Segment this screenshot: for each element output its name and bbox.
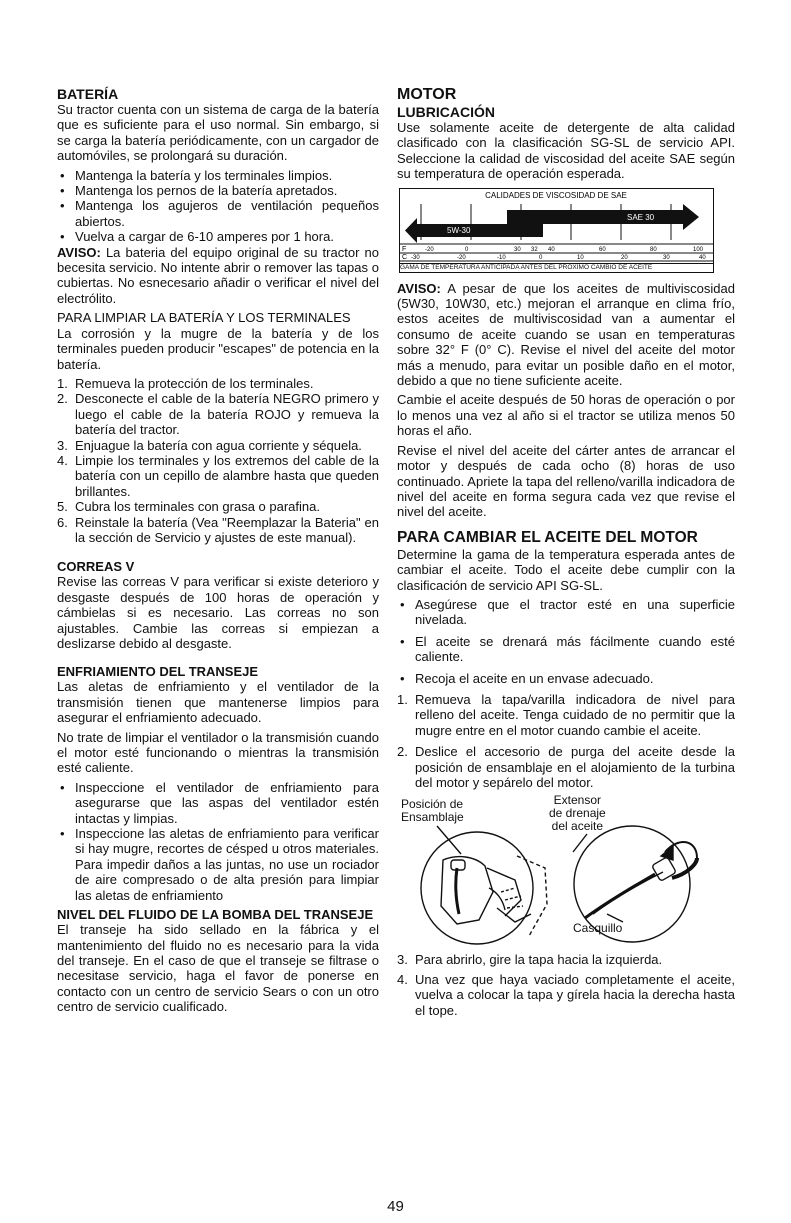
c-tick: -30 [411, 254, 420, 261]
f-tick: -20 [425, 246, 434, 253]
list-item: 6. Reinstale la batería (Vea "Reemplazar la Bateria" en la sección de Servicio y ajustes de este manual). [57, 514, 379, 545]
cambiar-bullets [397, 597, 735, 686]
nivel-heading: NIVEL DEL FLUIDO DE LA BOMBA DEL TRANSEJE [57, 907, 374, 923]
enfriamiento-p2: No trate de limpiar el ventilador o la transmisión cuando el motor esté funcionando o mientras la transmisión esté caliente. [57, 729, 379, 776]
list-item: • Inspeccione el ventilador de enfriamiento para asegurarse que las aspas del ventilador estén intactas y limpias. [57, 780, 379, 826]
enfriamiento-heading: ENFRIAMIENTO DEL TRANSEJE [57, 664, 259, 680]
bateria-intro: Su tractor cuenta con un sistema de carga de la batería que es suficiente para el uso normal. Sin embargo, si se carga la batería periódicamente, con un cargador de automóviles, se prolongará su duración. [57, 102, 379, 164]
bateria-bullets [57, 168, 379, 245]
aviso-text: La bateria del equipo original de su tractor no becesita servicio. No intente abrir o remover las tapas o cubiertas. No esnecesario añadir o verificar el nivel del electrólito. [57, 244, 379, 306]
c-tick: 10 [577, 254, 584, 261]
aviso-text: A pesar de que los aceites de multiviscosidad (5W30, 10W30, etc.) mejoran el arranque en clima frío, estos aceites de multiviscosidad van a aumentar el consumo de aceite cuando se usan en temperaturas sobre 32° F (0° C). Revise el nivel del aceite del motor más a menudo, para evitar un posible daño en el motor, debido a que no tiene suficiente aceite. [397, 280, 735, 389]
page-number: 49 [387, 1198, 404, 1215]
list-item: • Mantenga la batería y los terminales limpios. [57, 168, 379, 183]
limpiar-steps [57, 376, 379, 545]
viscosity-chart [399, 188, 731, 273]
lubricacion-text: Use solamente aceite de detergente de alta calidad clasificado con la clasificación SG-SL de servicio API. Seleccione la calidad de viscosidad del aceite SAE según su temperatura de operación esperada. [397, 120, 735, 182]
f-tick: 32 [531, 246, 538, 253]
list-item: • El aceite se drenará más fácilmente cuando esté caliente. [397, 634, 735, 665]
f-tick: 0 [465, 246, 469, 253]
list-item: • Mantenga los pernos de la batería apretados. [57, 183, 379, 198]
f-axis-label: F [402, 245, 407, 253]
list-item: • Mantenga los agujeros de ventilación pequeños abiertos. [57, 198, 379, 229]
limpiar-intro: La corrosión y la mugre de la batería y de los terminales pueden producir "escapes" de potencia en la batería. [57, 325, 379, 372]
list-item: 2. Desconecte el cable de la batería NEGRO primero y luego el cable de la batería ROJO y remueva la batería del tractor. [57, 391, 379, 438]
chart-footer: GAMA DE TEMPERATURA ANTICIPADA ANTES DEL PRÓXIMO CAMBIO DE ACEITE [399, 264, 714, 273]
list-item: 1. Remueva la protección de los terminales. [57, 375, 314, 391]
list-item: • Recoja el aceite en un envase adecuado. [397, 671, 735, 686]
list-item: 4. Limpie los terminales y los extremos del cable de la batería con un cepillo de alambre hasta que queden brillantes. [57, 452, 379, 499]
figure-label-extensor: Extensor de drenaje del aceite [549, 793, 606, 834]
band-5w30 [417, 224, 543, 237]
right-column [397, 86, 735, 1018]
c-tick: 20 [621, 254, 628, 261]
figure-label-posicion: Posición de Ensamblaje [401, 797, 464, 825]
list-item: • Asegúrese que el tractor esté en una superficie nivelada. [397, 597, 735, 628]
f-tick: 100 [693, 246, 704, 253]
f-tick: 80 [650, 246, 657, 253]
f-tick: 40 [548, 246, 555, 253]
enfriamiento-bullets [57, 780, 379, 903]
list-item: 1. Remueva la tapa/varilla indicadora de nivel para relleno del aceite. Tenga cuidado de no permitir que la mugre entre en el motor cuando cambie el aceite. [397, 691, 735, 738]
cambie-text: Cambie el aceite después de 50 horas de operación o por lo menos una vez al año si el tractor se utiliza menos 50 horas el año. [397, 392, 735, 439]
left-column [57, 86, 379, 1019]
c-tick: 40 [699, 254, 706, 261]
aviso-label: AVISO: [57, 244, 101, 260]
cambiar-heading: PARA CAMBIAR EL ACEITE DEL MOTOR [397, 528, 698, 546]
list-item: 3. Para abrirlo, gire la tapa hacia la izquierda. [397, 952, 663, 968]
list-item: 2. Deslice el accesorio de purga del aceite desde la posición de ensamblaje en el alojamiento de la turbina del motor y sepárelo del motor. [397, 744, 735, 790]
lubricacion-heading: LUBRICACIÓN [397, 104, 495, 120]
limpiar-subheading: PARA LIMPIAR LA BATERÍA Y LOS TERMINALES [57, 310, 351, 326]
list-item: 3. Enjuague la batería con agua corriente y séquela. [57, 437, 362, 453]
list-item: 4. Una vez que haya vaciado completamente el aceite, vuelva a colocar la tapa y gírela hacia la derecha hasta el tope. [397, 971, 735, 1018]
enfriamiento-p1: Las aletas de enfriamiento y el ventilador de la transmisión tienen que mantenerse limpios para asegurar el enfriamiento adecuado. [57, 679, 379, 726]
c-tick: -20 [457, 254, 466, 261]
motor-heading: MOTOR [397, 86, 457, 103]
c-axis-label: C [402, 253, 408, 261]
bateria-aviso [57, 245, 379, 307]
f-tick: 30 [514, 246, 521, 253]
bateria-heading: BATERÍA [57, 86, 119, 102]
motor-aviso [397, 281, 735, 389]
list-item: • Inspeccione las aletas de enfriamiento para verificar si hay mugre, recortes de césped u otros materiales. Para impedir daños a las juntas, no use un rociador de aire compresado o de alta presión para limpiar las aletas de enfriamiento [57, 826, 379, 903]
correas-text: Revise las correas V para verificar si existe deterioro y desgaste después de 100 horas de operación y cámbielas si es necesario. Las correas no son ajustables. Cambie las correas si empiezan a deslizarse debido al desgaste. [57, 574, 379, 651]
revise-text: Revise el nivel del aceite del cárter antes de arrancar el motor y después de cada ocho (8) horas de uso continuado. Apriete la tapa del relleno/varilla indicadora de nivel del aceite en forma segura cada vez que revise el nivel del aceite. [397, 442, 735, 520]
cambiar-steps-a [397, 692, 735, 790]
band-sae30 [507, 210, 683, 224]
chart-title: CALIDADES DE VISCOSIDAD DE SAE [485, 190, 627, 200]
drain-figure [397, 793, 717, 946]
c-tick: 0 [539, 254, 543, 261]
figure-label-casquillo: Casquillo [573, 921, 623, 936]
f-tick: 60 [599, 246, 606, 253]
cambiar-steps-b [397, 952, 735, 1018]
c-tick: -10 [497, 254, 506, 261]
cambiar-intro: Determine la gama de la temperatura esperada antes de cambiar el aceite. Todo el aceite debe cumplir con la clasificación de servicio API SG-SL. [397, 546, 735, 593]
list-item: • Vuelva a cargar de 6-10 amperes por 1 hora. [57, 229, 379, 244]
aviso-label: AVISO: [397, 280, 441, 296]
correas-heading: CORREAS V [57, 559, 135, 575]
oil-drain-illustration [397, 793, 717, 946]
list-item: 5. Cubra los terminales con grasa o parafina. [57, 499, 320, 515]
nivel-text: El transeje ha sido sellado en la fábrica y el mantenimiento del fluido no es necesario para la vida del transeje. En el caso de que el transeje se filtrase o necesitase servicio, haga el favor de ponerse en contacto con un centro de servicio Sears o con un otro centro de servicio cualificado. [57, 922, 379, 1015]
band-sae30-label: SAE 30 [627, 212, 655, 222]
c-tick: 30 [663, 254, 670, 261]
band-5w30-label: 5W-30 [447, 225, 471, 235]
